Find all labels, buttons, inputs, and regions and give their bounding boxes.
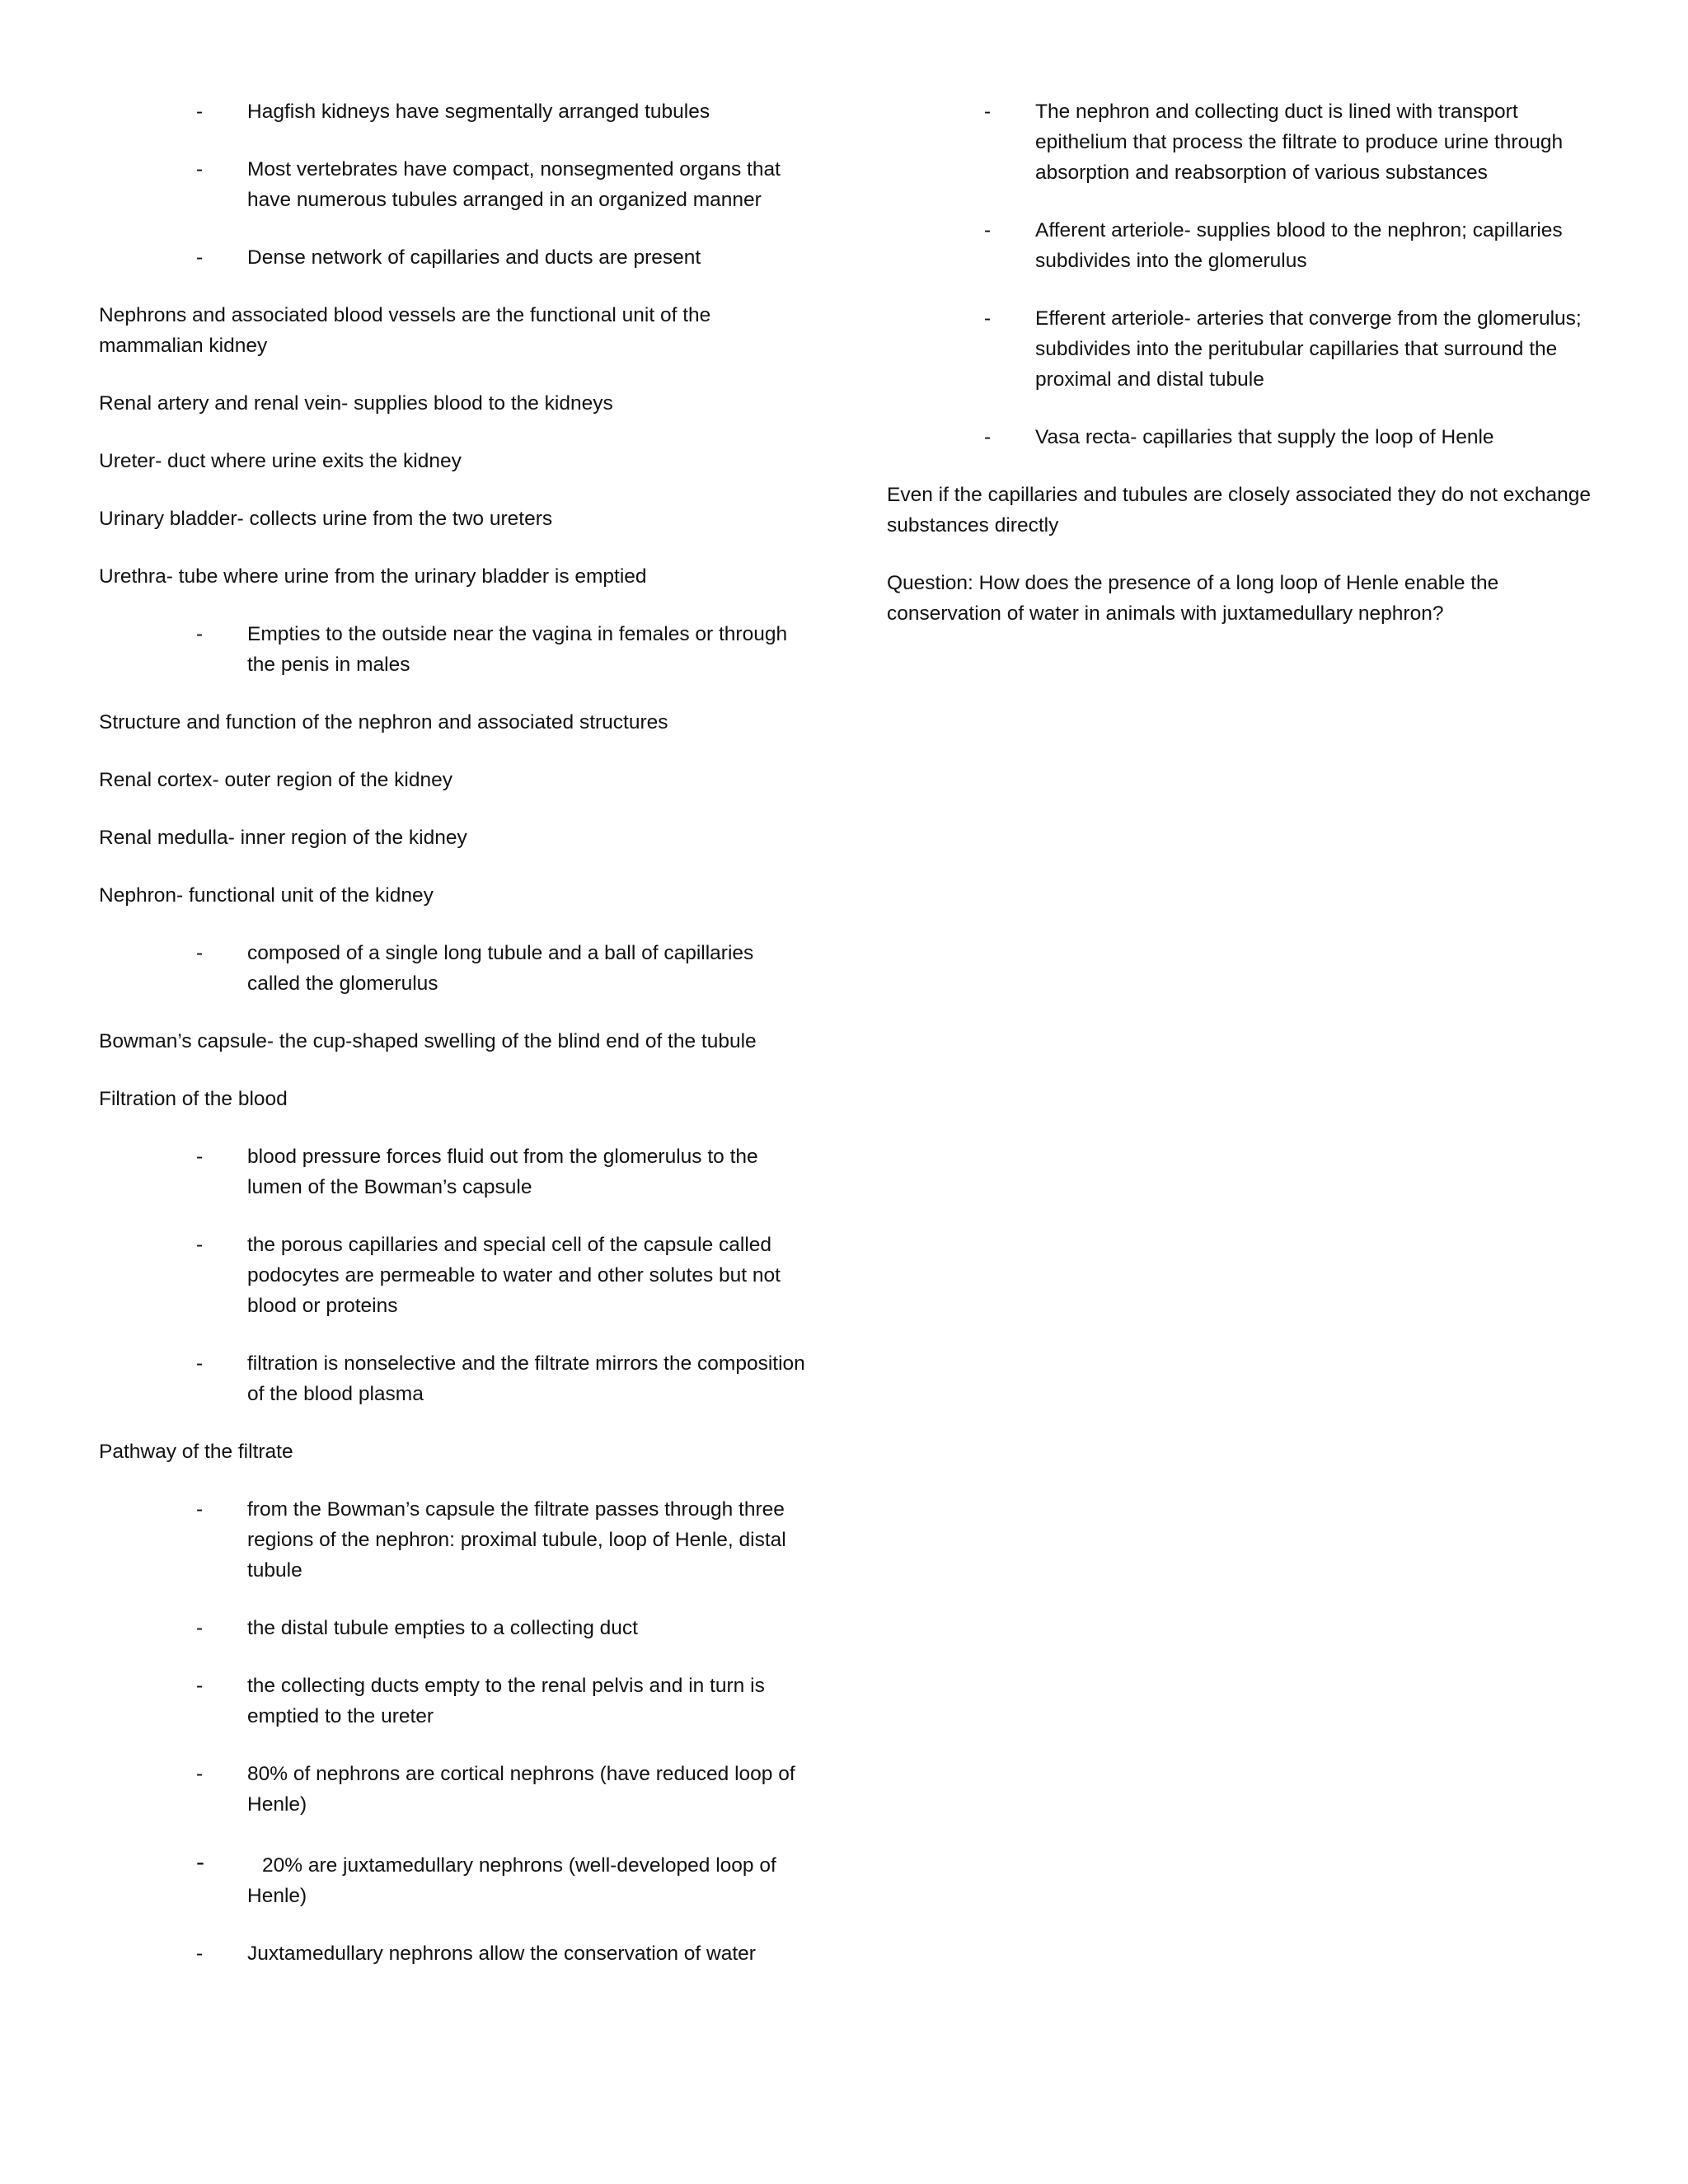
list-item-text — [247, 1847, 808, 1911]
list-item-text: from the Bowman’s capsule the filtrate passes through three regions of the nephron: proximal tubule, loop of Henle, distal tubule — [247, 1498, 786, 1582]
bullet-dash: - — [196, 101, 204, 123]
bullet-dash: - — [196, 1498, 204, 1521]
list-item — [887, 422, 1596, 452]
question-paragraph: Question: How does the presence of a long loop of Henle enable the conservation of water in animals with juxtamedullary nephron? — [887, 572, 1499, 625]
list-item — [99, 619, 808, 680]
list-item-text: Dense network of capillaries and ducts are present — [247, 246, 701, 269]
list-item-text: Afferent arteriole- supplies blood to the nephron; capillaries subdivides into the glomerulus — [1035, 219, 1563, 272]
bullet-dash: - — [196, 1146, 204, 1168]
left-column — [99, 96, 808, 1996]
paragraph: Nephrons and associated blood vessels are the functional unit of the mammalian kidney — [99, 304, 711, 357]
paragraph: Nephron- functional unit of the kidney — [99, 884, 434, 907]
section-heading: Pathway of the filtrate — [99, 1441, 293, 1463]
list-item — [887, 303, 1596, 395]
list-item-text: the porous capillaries and special cell of the capsule called podocytes are permeable to water and other solutes but not blood or proteins — [247, 1234, 781, 1317]
paragraph: Urinary bladder- collects urine from the two ureters — [99, 508, 553, 530]
paragraph: Bowman’s capsule- the cup-shaped swelling of the blind end of the tubule — [99, 1030, 757, 1052]
bullet-dash: - — [196, 942, 204, 964]
list-item — [887, 96, 1596, 188]
paragraph: Renal medulla- inner region of the kidney — [99, 827, 467, 849]
list-item-text: The nephron and collecting duct is lined with transport epithelium that process the filtrate to produce urine through absorption and reabsorption of various substances — [1035, 101, 1564, 184]
right-column — [887, 96, 1596, 656]
bullet-dash: - — [984, 101, 992, 123]
bullet-dash: - — [196, 1849, 204, 1876]
bullet-dash: - — [984, 219, 992, 241]
bullet-dash: - — [196, 1763, 204, 1785]
list-item-text-content: 20% are juxtamedullary nephrons (well-developed loop of Henle) — [247, 1854, 776, 1907]
bullet-dash: - — [984, 426, 992, 448]
list-item — [99, 96, 808, 127]
bullet-dash: - — [196, 158, 204, 180]
bullet-dash: - — [196, 1943, 204, 1965]
list-item — [99, 1938, 808, 1969]
list-item — [99, 1141, 808, 1202]
list-item-text: Hagfish kidneys have segmentally arranged tubules — [247, 101, 710, 123]
bullet-dash: - — [196, 623, 204, 645]
list-item — [99, 1348, 808, 1409]
list-item-text: composed of a single long tubule and a ball of capillaries called the glomerulus — [247, 942, 754, 995]
list-item — [99, 1494, 808, 1586]
section-heading: Filtration of the blood — [99, 1088, 288, 1110]
list-item — [99, 242, 808, 273]
list-item-text: Empties to the outside near the vagina in females or through the penis in males — [247, 623, 788, 676]
list-item-text: Efferent arteriole- arteries that converge from the glomerulus; subdivides into the peritubular capillaries that surround the proximal and distal tubule — [1035, 307, 1582, 391]
list-item — [99, 1671, 808, 1732]
bullet-dash: - — [196, 1234, 204, 1256]
bullet-dash: - — [196, 246, 204, 269]
paragraph: Renal cortex- outer region of the kidney — [99, 769, 452, 791]
list-item — [99, 938, 808, 999]
bullet-dash: - — [196, 1675, 204, 1697]
list-item-text: the collecting ducts empty to the renal pelvis and in turn is emptied to the ureter — [247, 1675, 765, 1727]
bullet-dash: - — [196, 1617, 204, 1639]
list-item — [99, 1613, 808, 1643]
list-item — [99, 1759, 808, 1820]
paragraph: Renal artery and renal vein- supplies blood to the kidneys — [99, 392, 613, 415]
list-item-text: 80% of nephrons are cortical nephrons (have reduced loop of Henle) — [247, 1763, 795, 1816]
list-item-text: Juxtamedullary nephrons allow the conservation of water — [247, 1943, 756, 1965]
list-item-text: Vasa recta- capillaries that supply the loop of Henle — [1035, 426, 1494, 448]
paragraph: Even if the capillaries and tubules are closely associated they do not exchange substances directly — [887, 484, 1591, 537]
list-item — [887, 215, 1596, 276]
list-item-text: the distal tubule empties to a collecting duct — [247, 1617, 638, 1639]
list-item — [99, 1230, 808, 1321]
list-item-text: Most vertebrates have compact, nonsegmented organs that have numerous tubules arranged in an organized manner — [247, 158, 781, 211]
list-item — [99, 1847, 808, 1911]
list-item-text: blood pressure forces fluid out from the glomerulus to the lumen of the Bowman’s capsule — [247, 1146, 758, 1198]
paragraph: Ureter- duct where urine exits the kidney — [99, 450, 462, 472]
list-item-text: filtration is nonselective and the filtrate mirrors the composition of the blood plasma — [247, 1352, 805, 1405]
paragraph: Urethra- tube where urine from the urinary bladder is emptied — [99, 565, 647, 588]
list-item — [99, 154, 808, 215]
bullet-dash: - — [984, 307, 992, 330]
bullet-dash: - — [196, 1352, 204, 1375]
section-heading: Structure and function of the nephron and associated structures — [99, 711, 668, 733]
